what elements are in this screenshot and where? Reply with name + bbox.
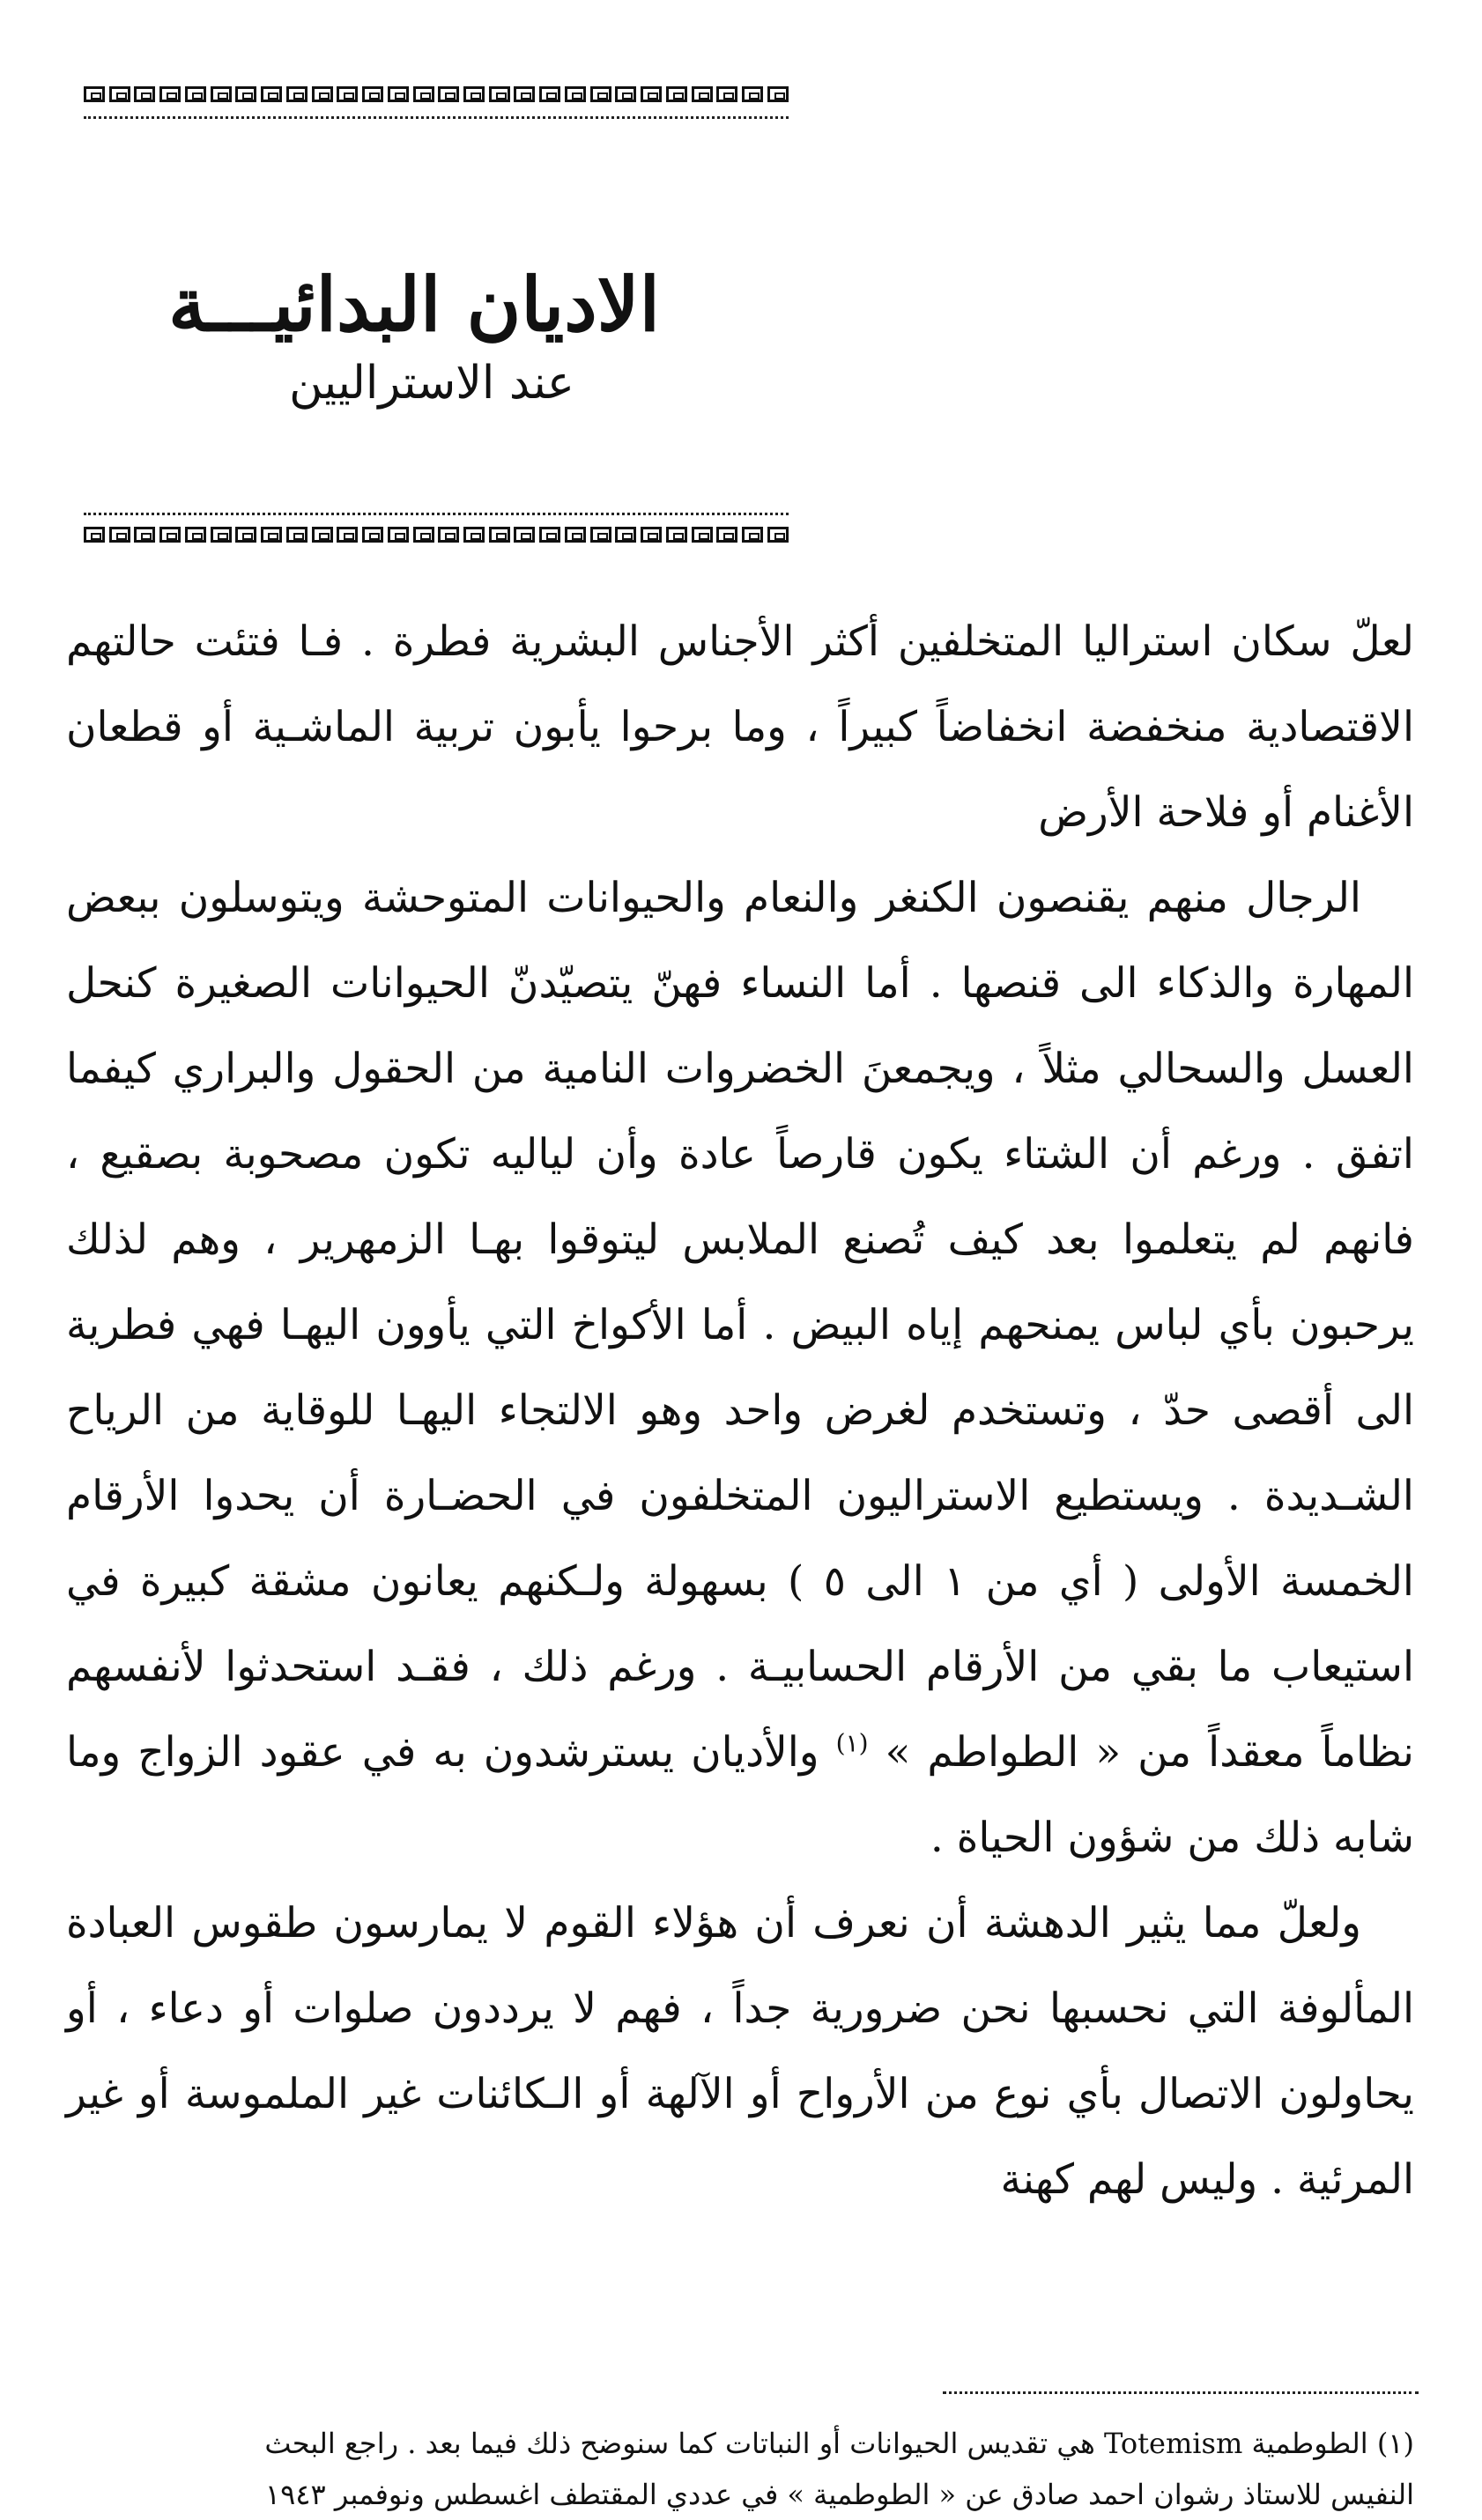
body-text <box>66 599 1414 2222</box>
mid-dotted-rule <box>84 513 789 515</box>
footnote-line: النفيس للاستاذ رشوان احمد صادق عن « الطوطمية » في عددي المقتطف اغسطس ونوفمبر ١٩٤٣ <box>264 2478 1414 2511</box>
footnote-divider <box>943 2391 1419 2394</box>
footnote-reference: (١) <box>835 1728 869 1758</box>
mid-ornament-band <box>84 521 789 548</box>
paragraph-text: والأديان يسترشدون به في عقود الزواج وما شابه ذلك من شؤون الحياة . <box>66 1728 1414 1862</box>
paragraph <box>66 855 1414 1881</box>
paragraph: ولعلّ مما يثير الدهشة أن نعرف أن هؤلاء القوم لا يمارسون طقوس العبادة المألوفة التي نحسبها نحن ضرورية جداً ، فهم لا يرددون صلوات أو دعاء ، أو يحاولون الاتصال بأي نوع من الأرواح أو الآلهة أو الـكائنات غير الملموسة أو غير المرئية . وليس لهم كهنة <box>66 1899 1414 2204</box>
footnote-line: (١) الطوطمية Totemism هي تقديس الحيوانات أو النباتات كما سنوضح ذلك فيما بعد . راجع البحث <box>264 2427 1414 2460</box>
top-dotted-rule <box>84 116 789 119</box>
paragraph-text: الرجال منهم يقنصون الكنغر والنعام والحيوانات المتوحشة ويتوسلون ببعض المهارة والذكاء الى قنصها . أما النساء فهنّ يتصيّدنّ الحيوانات الصغيرة كنحل العسل والسحالي مثلاً ، ويجمعنَ الخضروات النامية من الحقول والبراري كيفما اتفق . ورغم أن الشتاء يكون قارصاً عادة وأن لياليه تكون مصحوبة بصقيع ، فانهم لم يتعلموا بعد كيف تُصنع الملابس ليتوقوا بهـا الزمهرير ، وهم لذلك يرحبون بأي لباس يمنحهم إياه البيض . أما الأكواخ التي يأوون اليهـا فهي فطرية الى أقصى حدّ ، وتستخدم لغرض واحد وهو الالتجاء اليهـا للوقاية من الرياح الشـديدة . ويستطيع الاستراليون المتخلفون في الحضـارة أن يحدوا الأرقام الخمسة الأولى ( أي من ١ الى ٥ ) بسهولة ولـكنهم يعانون مشقة كبيرة في استيعاب ما بقي من الأرقام الحسابيـة . ورغم ذلك ، فقـد استحدثوا لأنفسهم نظاماً معقداً من « الطواطم » <box>66 874 1414 1777</box>
top-ornament-band <box>84 81 789 107</box>
footnote <box>66 2418 1414 2520</box>
page-title: الاديان البدائيـــة <box>168 261 660 349</box>
paragraph: لعلّ سكان استراليا المتخلفين أكثر الأجناس البشرية فطرة . فـا فتئت حالتهم الاقتصادية منخفضة انخفاضاً كبيراً ، وما برحوا يأبون تربية الماشـية أو قطعان الأغنام أو فلاحة الأرض <box>66 617 1414 837</box>
page-subtitle: عند الاستراليين <box>289 357 574 410</box>
